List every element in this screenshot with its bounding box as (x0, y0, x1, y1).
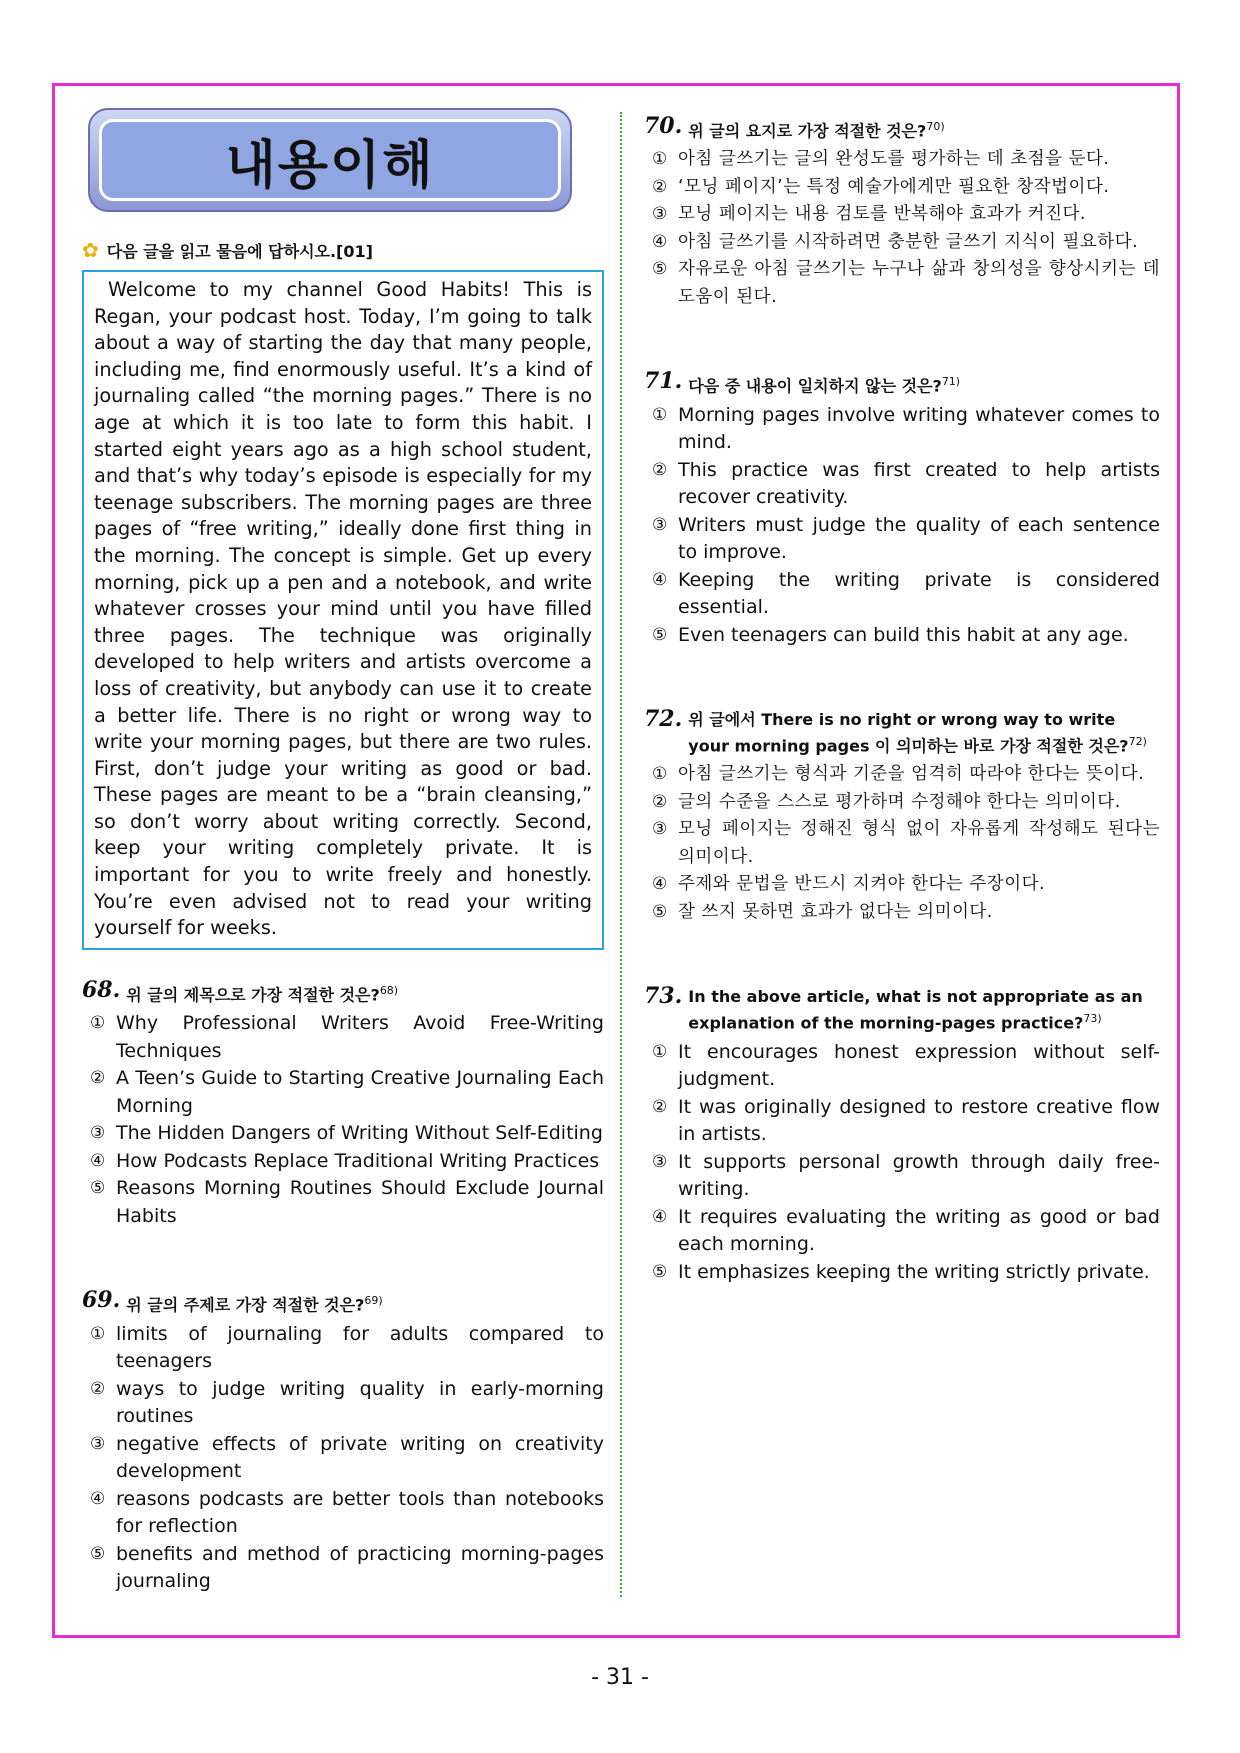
option-4[interactable]: ④ How Podcasts Replace Traditional Writing Practices (90, 1149, 600, 1172)
column-divider (620, 112, 622, 1597)
option-4[interactable]: ④ It requires evaluating the writing as good or bad each morning. (652, 1205, 1160, 1256)
question-70 (644, 113, 1160, 311)
question-number: 69. (82, 1287, 121, 1314)
option-1[interactable]: ① limits of journaling for adults compared to teenagers (90, 1322, 604, 1372)
option-3[interactable]: ③ The Hidden Dangers of Writing Without Self-Editing (90, 1122, 603, 1145)
option-2[interactable]: ② This practice was first created to help artists recover creativity. (652, 458, 1160, 509)
footnote-ref: 71) (941, 375, 961, 389)
question-number: 73. (644, 983, 683, 1010)
question-73 (644, 983, 1160, 1286)
section-banner (88, 108, 572, 212)
option-1[interactable]: ① It encourages honest expression without self-judgment. (652, 1040, 1160, 1091)
left-column (82, 108, 604, 1596)
footnote-ref: 69) (364, 1294, 383, 1308)
footnote-ref: 72) (1128, 735, 1147, 749)
question-72 (644, 706, 1160, 926)
option-list (644, 402, 1160, 650)
option-3[interactable]: ③ 모닝 페이지는 정해진 형식 없이 자유롭게 작성해도 된다는 의미이다. (652, 819, 1160, 867)
question-text: 위 글의 주제로 가장 적절한 것은? (126, 1295, 365, 1315)
footnote-ref: 70) (926, 120, 945, 133)
option-2[interactable]: ② ways to judge writing quality in early-morning routines (90, 1377, 604, 1427)
option-2[interactable]: ② It was originally designed to restore creative flow in artists. (652, 1095, 1160, 1146)
question-number: 70. (644, 113, 683, 139)
option-4[interactable]: ④ reasons podcasts are better tools than notebooks for reflection (90, 1487, 604, 1537)
option-4[interactable]: ④ Keeping the writing private is considered essential. (652, 568, 1160, 619)
question-71 (644, 368, 1160, 649)
footnote-ref: 68) (379, 983, 399, 997)
section-title: 내용이해 (225, 135, 435, 196)
question-number: 68. (82, 976, 121, 1003)
option-2[interactable]: ② 글의 수준을 스스로 평가하며 수정해야 한다는 의미이다. (652, 791, 1121, 812)
option-3[interactable]: ③ 모닝 페이지는 내용 검토를 반복해야 효과가 커진다. (652, 204, 1086, 225)
option-5[interactable]: ⑤ Even teenagers can build this habit at any age. (652, 623, 1129, 646)
option-1[interactable]: ① 아침 글쓰기는 형식과 기준을 엄격히 따라야 한다는 뜻이다. (652, 764, 1145, 785)
page-number: - 31 - (591, 1665, 649, 1690)
option-3[interactable]: ③ negative effects of private writing on creativity development (90, 1432, 604, 1482)
reading-passage: Welcome to my channel Good Habits! This is Regan, your podcast host. Today, I’m going to talk about a way of starting the day that many people, including me, find enormously useful. It’s a kind of journaling called “the morning pages.” There is no age at which it is too late to form this habit. I started eight years ago as a high school student, and that’s why today’s episode is especially for my teenage subscribers. The morning pages are three pages of “free writing,” ideally done first thing in the morning. The concept is simple. Get up every morning, pick up a pen and a notebook, and write whatever crosses your mind until you have filled three pages. The technique was originally developed to help writers and artists overcome a loss of creativity, but anybody can use it to create a better life. There is no right or wrong way to write your morning pages, but there are two rules. First, don’t judge your writing as good or bad. These pages are meant to be a “brain cleansing,” so don’t worry about writing correctly. Second, keep your writing completely private. It is important for you to write freely and honestly. You’re even advised not to read your writing yourself for weeks. (82, 270, 604, 950)
footnote-ref: 73) (1083, 1012, 1102, 1026)
option-3[interactable]: ③ It supports personal growth through daily free-writing. (652, 1150, 1160, 1201)
option-5[interactable]: ⑤ It emphasizes keeping the writing strictly private. (652, 1260, 1150, 1283)
option-list (644, 1039, 1160, 1287)
option-list (82, 1321, 604, 1596)
question-text: 위 글에서 There is no right or wrong way to write your morning pages 이 의미하는 바로 가장 적절한 것은? (688, 710, 1129, 756)
question-text: 다음 중 내용이 일치하지 않는 것은? (688, 376, 942, 396)
question-text: 위 글의 제목으로 가장 적절한 것은? (126, 985, 380, 1005)
question-69 (82, 1287, 604, 1595)
option-2[interactable]: ② A Teen’s Guide to Starting Creative Journaling Each Morning (90, 1067, 604, 1117)
option-1[interactable]: ① 아침 글쓰기는 글의 완성도를 평가하는 데 초점을 둔다. (652, 149, 1110, 170)
instruction (82, 238, 604, 262)
option-5[interactable]: ⑤ benefits and method of practicing morning-pages journaling (90, 1542, 604, 1592)
option-5[interactable]: ⑤ Reasons Morning Routines Should Exclude Journal Habits (90, 1177, 604, 1227)
option-list (644, 146, 1160, 311)
question-text: In the above article, what is not appropriate as an explanation of the morning-pages practice? (688, 987, 1143, 1033)
question-68 (82, 976, 604, 1230)
option-4[interactable]: ④ 아침 글쓰기를 시작하려면 충분한 글쓰기 지식이 필요하다. (652, 231, 1139, 252)
question-text: 위 글의 요지로 가장 적절한 것은? (688, 121, 927, 141)
option-2[interactable]: ② ‘모닝 페이지’는 특정 예술가에게만 필요한 창작법이다. (652, 176, 1110, 197)
option-5[interactable]: ⑤ 잘 쓰지 못하면 효과가 없다는 의미이다. (652, 901, 993, 922)
question-number: 72. (644, 706, 683, 733)
option-list (82, 1010, 604, 1230)
option-1[interactable]: ① Why Professional Writers Avoid Free-Writing Techniques (90, 1012, 604, 1062)
instruction-text: 다음 글을 읽고 물음에 답하시오.[01] (106, 241, 373, 261)
option-3[interactable]: ③ Writers must judge the quality of each sentence to improve. (652, 513, 1160, 564)
right-column (644, 113, 1160, 1286)
option-4[interactable]: ④ 주제와 문법을 반드시 지켜야 한다는 주장이다. (652, 874, 1046, 895)
flower-icon: ✿ (82, 238, 99, 262)
option-5[interactable]: ⑤ 자유로운 아침 글쓰기는 누구나 삶과 창의성을 향상시키는 데 도움이 된다. (652, 259, 1160, 307)
question-number: 71. (644, 368, 683, 395)
option-list (644, 761, 1160, 926)
option-1[interactable]: ① Morning pages involve writing whatever comes to mind. (652, 403, 1160, 454)
